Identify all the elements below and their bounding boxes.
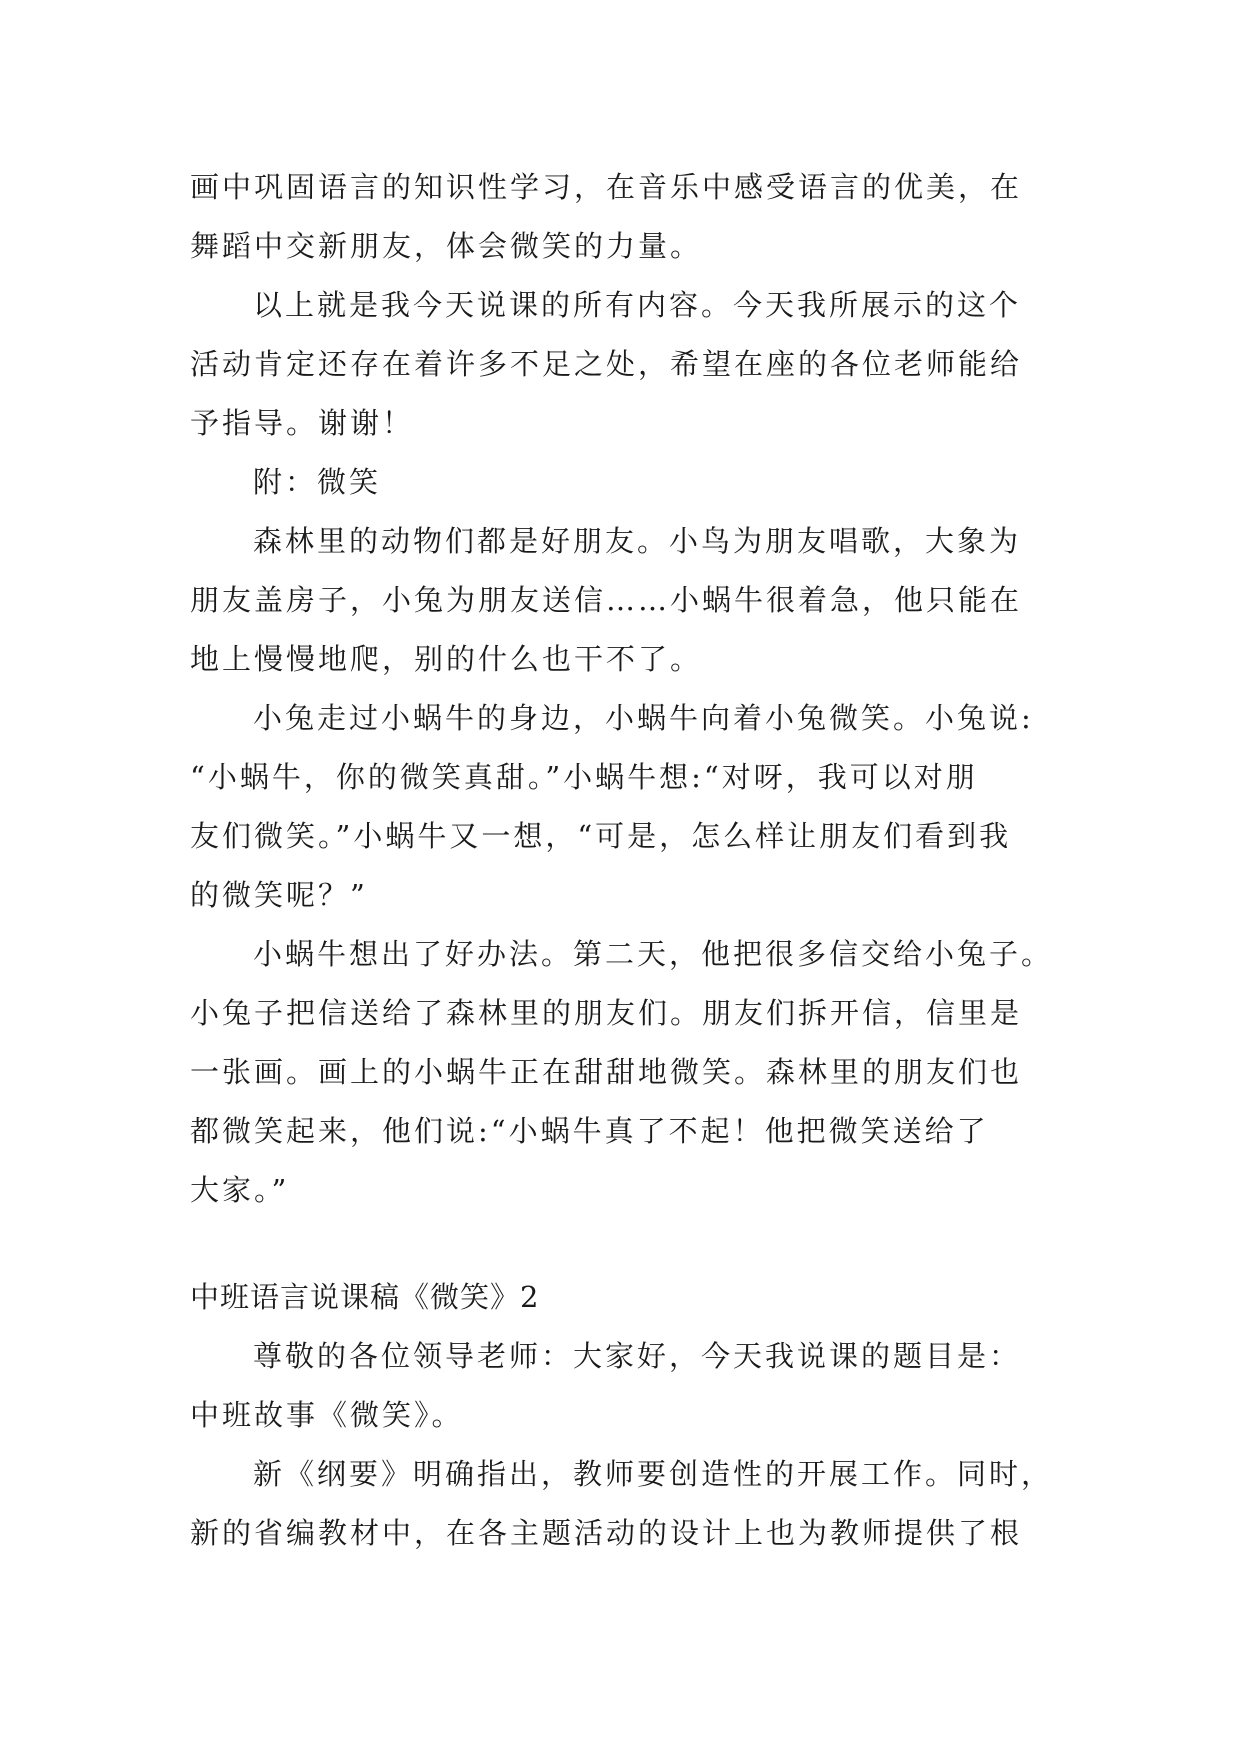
body-text <box>190 158 1052 1563</box>
text-line: 小兔子把信送给了森林里的朋友们。朋友们拆开信，信里是 <box>190 996 1023 1030</box>
text-line: 中班故事《微笑》。 <box>190 1398 464 1432</box>
text-line: 一张画。画上的小蜗牛正在甜甜地微笑。森林里的朋友们也 <box>190 1055 1023 1089</box>
text-line: 小兔走过小蜗牛的身边，小蜗牛向着小兔微笑。小兔说: <box>253 701 1034 735</box>
text-line: 附：微笑 <box>253 465 382 499</box>
text-line: 活动肯定还存在着许多不足之处，希望在座的各位老师能给 <box>190 347 1023 381</box>
text-line: 予指导。谢谢！ <box>190 406 415 440</box>
text-line: 新《纲要》明确指出，教师要创造性的开展工作。同时， <box>253 1457 1054 1491</box>
section-gap <box>190 1220 1052 1268</box>
text-line: 都微笑起来，他们说:“小蜗牛真了不起！他把微笑送给了 <box>190 1114 989 1148</box>
text-line: 大家。” <box>190 1173 290 1207</box>
text-line: 的微笑呢？” <box>190 878 368 912</box>
text-line: 森林里的动物们都是好朋友。小鸟为朋友唱歌，大象为 <box>253 524 1022 558</box>
text-line: 友们微笑。”小蜗牛又一想，“可是，怎么样让朋友们看到我 <box>190 819 1012 853</box>
text-line: 新的省编教材中，在各主题活动的设计上也为教师提供了根 <box>190 1516 1023 1550</box>
text-line: 地上慢慢地爬，别的什么也干不了。 <box>190 642 703 676</box>
text-line: 小蜗牛想出了好办法。第二天，他把很多信交给小兔子。 <box>253 937 1054 971</box>
text-line: 以上就是我今天说课的所有内容。今天我所展示的这个 <box>253 288 1022 322</box>
text-line: “小蜗牛，你的微笑真甜。”小蜗牛想:“对呀，我可以对朋 <box>190 760 978 794</box>
text-line: 尊敬的各位领导老师：大家好，今天我说课的题目是： <box>253 1339 1022 1373</box>
text-line: 画中巩固语言的知识性学习，在音乐中感受语言的优美，在 <box>190 170 1023 204</box>
text-line: 舞蹈中交新朋友，体会微笑的力量。 <box>190 229 703 263</box>
text-line: 朋友盖房子，小兔为朋友送信……小蜗牛很着急，他只能在 <box>190 583 1023 617</box>
section-title: 中班语言说课稿《微笑》2 <box>190 1280 540 1314</box>
